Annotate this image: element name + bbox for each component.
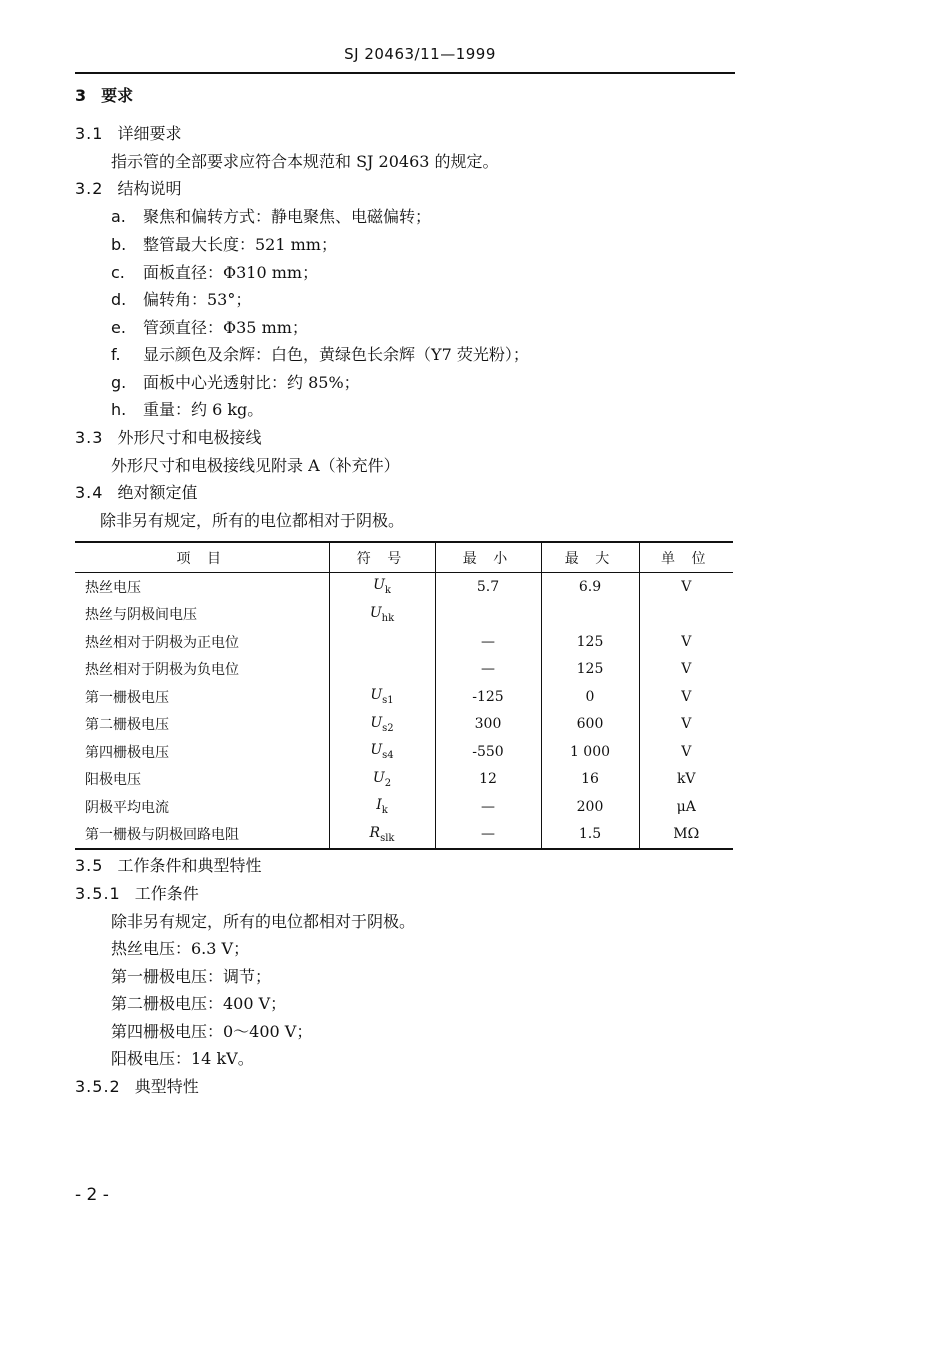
section-3-5-heading xyxy=(75,853,261,876)
section-title: 绝对额定值 xyxy=(117,483,198,502)
list-item-text: 面板中心光透射比：约 85%； xyxy=(143,373,360,392)
column-header-unit: 单 位 xyxy=(639,542,733,573)
unit-cell: V xyxy=(639,711,733,739)
unit-cell: MΩ xyxy=(639,821,733,850)
symbol-cell xyxy=(329,656,435,684)
condition-line: 第二栅极电压：400 V； xyxy=(111,994,287,1013)
document-header: SJ 20463/11—1999 xyxy=(344,45,496,63)
symbol-cell: $U_2$ xyxy=(329,766,435,794)
item-cell: 热丝与阴极间电压 xyxy=(85,607,197,624)
list-item-label: g. xyxy=(111,373,127,392)
section-title: 要求 xyxy=(101,86,134,105)
max-cell: 1 000 xyxy=(541,738,639,766)
symbol-cell: $U_{s4}$ xyxy=(329,738,435,766)
section-number: 3 xyxy=(75,86,88,105)
symbol-cell: $I_k$ xyxy=(329,793,435,821)
list-item-text: 显示颜色及余辉：白色，黄绿色长余辉（Y7 荧光粉）； xyxy=(143,345,529,364)
min-cell xyxy=(435,601,541,629)
min-cell: 5.7 xyxy=(435,573,541,601)
table-row xyxy=(75,793,733,821)
list-item-text: 整管最大长度：521 mm； xyxy=(143,235,337,254)
symbol-cell: $R_{slk}$ xyxy=(329,821,435,850)
section-3-5-2-heading xyxy=(75,1074,199,1097)
list-item xyxy=(111,232,337,255)
item-cell: 热丝电压 xyxy=(85,579,141,596)
list-item-text: 偏转角：53°； xyxy=(143,290,252,309)
max-cell: 6.9 xyxy=(541,573,639,601)
symbol-cell: $U_k$ xyxy=(329,573,435,601)
item-cell: 第四栅极电压 xyxy=(85,744,169,761)
table-row xyxy=(75,601,733,629)
unit-cell: kV xyxy=(639,766,733,794)
max-cell: 125 xyxy=(541,656,639,684)
section-3-1-text: 指示管的全部要求应符合本规范和 SJ 20463 的规定。 xyxy=(111,152,499,171)
symbol-cell: $U_{s1}$ xyxy=(329,683,435,711)
section-title: 详细要求 xyxy=(117,124,182,143)
section-3-heading xyxy=(75,83,133,106)
item-cell: 阳极电压 xyxy=(85,772,141,789)
min-cell: — xyxy=(435,628,541,656)
page-number: - 2 - xyxy=(75,1185,109,1205)
unit-cell xyxy=(639,601,733,629)
list-item xyxy=(111,260,318,283)
symbol-cell: $U_{hk}$ xyxy=(329,601,435,629)
list-item-label: e. xyxy=(111,318,126,337)
item-cell: 第一栅极电压 xyxy=(85,689,169,706)
max-cell: 125 xyxy=(541,628,639,656)
list-item-label: d. xyxy=(111,290,127,309)
section-number: 3.2 xyxy=(75,179,104,198)
list-item-label: h. xyxy=(111,400,127,419)
table-row xyxy=(75,573,733,601)
column-header-min: 最 小 xyxy=(435,542,541,573)
section-3-3-heading xyxy=(75,425,261,448)
list-item-text: 聚焦和偏转方式：静电聚焦、电磁偏转； xyxy=(143,207,432,226)
max-cell: 600 xyxy=(541,711,639,739)
max-cell: 1.5 xyxy=(541,821,639,850)
section-3-4-heading xyxy=(75,480,197,503)
condition-line: 第四栅极电压：0～400 V； xyxy=(111,1022,313,1041)
list-item xyxy=(111,315,308,338)
condition-line: 阳极电压：14 kV。 xyxy=(111,1049,254,1068)
condition-line: 热丝电压：6.3 V； xyxy=(111,939,250,958)
column-header-symbol: 符 号 xyxy=(329,542,435,573)
list-item xyxy=(111,204,431,227)
min-cell: 300 xyxy=(435,711,541,739)
unit-cell: V xyxy=(639,683,733,711)
min-cell: — xyxy=(435,656,541,684)
unit-cell: V xyxy=(639,573,733,601)
column-header-max: 最 大 xyxy=(541,542,639,573)
list-item-label: a. xyxy=(111,207,126,226)
unit-cell: V xyxy=(639,656,733,684)
unit-cell: V xyxy=(639,738,733,766)
section-3-5-1-heading xyxy=(75,881,199,904)
section-3-2-heading xyxy=(75,176,181,199)
header-rule xyxy=(75,72,735,74)
list-item-label: b. xyxy=(111,235,127,254)
table-row xyxy=(75,766,733,794)
symbol-cell xyxy=(329,628,435,656)
table-row xyxy=(75,656,733,684)
section-3-3-text: 外形尺寸和电极接线见附录 A（补充件） xyxy=(111,456,400,475)
max-cell: 16 xyxy=(541,766,639,794)
max-cell: 0 xyxy=(541,683,639,711)
section-number: 3.3 xyxy=(75,428,104,447)
item-cell: 第一栅极与阴极回路电阻 xyxy=(75,821,329,850)
list-item xyxy=(111,342,529,365)
table-row xyxy=(75,711,733,739)
list-item xyxy=(111,287,251,310)
min-cell: -550 xyxy=(435,738,541,766)
section-title: 典型特性 xyxy=(134,1077,199,1096)
list-item-text: 面板直径：Φ310 mm； xyxy=(143,263,319,282)
symbol-cell: $U_{s2}$ xyxy=(329,711,435,739)
table-row xyxy=(75,683,733,711)
section-title: 结构说明 xyxy=(117,179,182,198)
list-item-text: 重量：约 6 kg。 xyxy=(143,400,264,419)
condition-line: 除非另有规定，所有的电位都相对于阴极。 xyxy=(111,912,416,931)
section-3-4-text: 除非另有规定，所有的电位都相对于阴极。 xyxy=(100,511,405,530)
unit-cell: μA xyxy=(639,793,733,821)
item-cell: 热丝相对于阴极为正电位 xyxy=(85,634,239,651)
min-cell: — xyxy=(435,821,541,850)
section-number: 3.1 xyxy=(75,124,104,143)
section-3-1-heading xyxy=(75,121,181,144)
max-cell: 200 xyxy=(541,793,639,821)
list-item xyxy=(111,397,263,420)
section-number: 3.4 xyxy=(75,483,104,502)
list-item-text: 管颈直径：Φ35 mm； xyxy=(143,318,308,337)
list-item-label: c. xyxy=(111,263,125,282)
item-cell: 阴极平均电流 xyxy=(85,799,169,816)
section-title: 工作条件 xyxy=(134,884,199,903)
section-number: 3.5.1 xyxy=(75,884,121,903)
max-cell xyxy=(541,601,639,629)
item-cell: 第二栅极电压 xyxy=(85,717,169,734)
min-cell: 12 xyxy=(435,766,541,794)
section-number: 3.5.2 xyxy=(75,1077,121,1096)
list-item xyxy=(111,370,360,393)
section-title: 工作条件和典型特性 xyxy=(117,856,262,875)
section-number: 3.5 xyxy=(75,856,104,875)
table-row xyxy=(75,628,733,656)
table-row xyxy=(75,738,733,766)
table-header-row xyxy=(75,542,733,573)
condition-line: 第一栅极电压：调节； xyxy=(111,967,272,986)
table-row xyxy=(75,821,733,850)
min-cell: — xyxy=(435,793,541,821)
list-item-label: f. xyxy=(111,345,121,364)
item-cell: 热丝相对于阴极为负电位 xyxy=(85,662,239,679)
absolute-ratings-table xyxy=(75,541,733,850)
section-title: 外形尺寸和电极接线 xyxy=(117,428,262,447)
min-cell: -125 xyxy=(435,683,541,711)
unit-cell: V xyxy=(639,628,733,656)
column-header-item: 项 目 xyxy=(75,542,329,573)
